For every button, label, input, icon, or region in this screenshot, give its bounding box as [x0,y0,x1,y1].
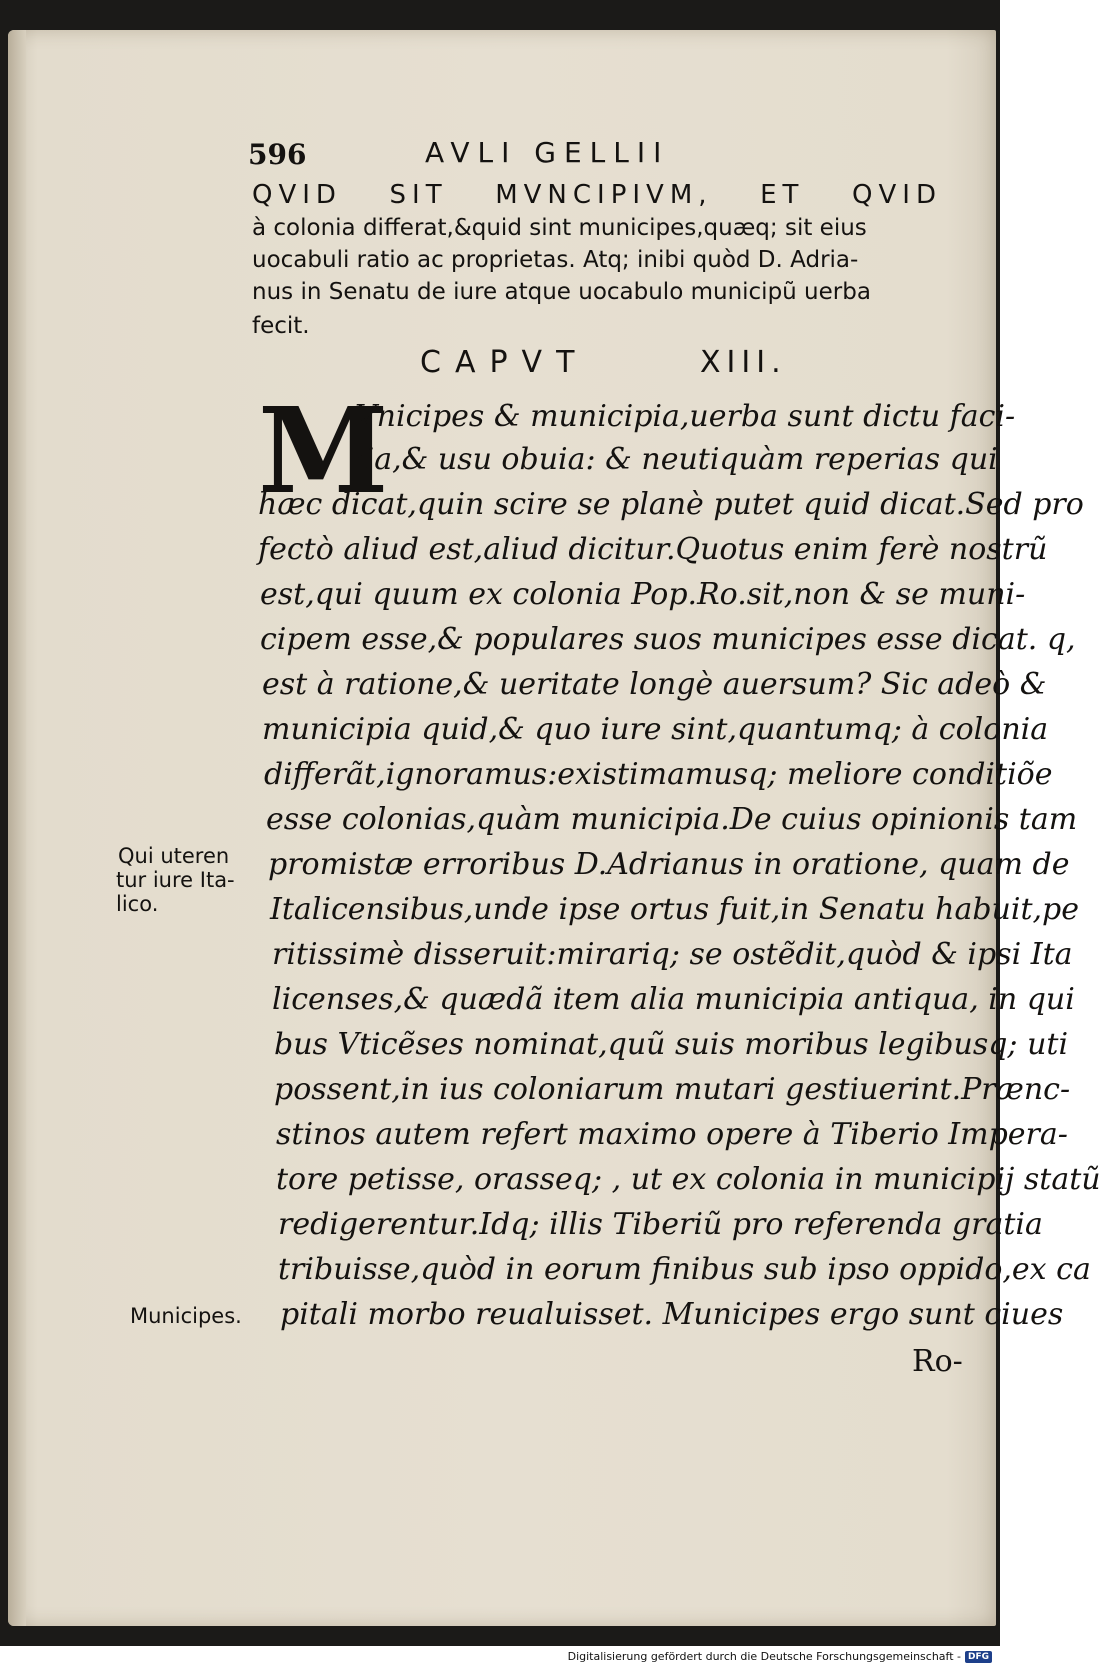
chapter-label: CAPVT [420,345,589,380]
dfg-credit [568,1650,992,1663]
body-line: differãt,ignoramus:existimamusq; meliore conditiõe [264,757,1053,792]
title-word: QVID [852,180,942,210]
body-line: est à ratione,& ueritate longè auersum? Sic adeò & [262,667,1047,702]
body-line: municipia quid,& quo iure sint,quantumq; à colonia [262,712,1049,747]
title-word: SIT [389,180,448,210]
body-line: esse colonias,quàm municipia.De cuius opinionis tam [266,802,1078,837]
page-edge [8,30,26,1626]
body-line: cipem esse,& populares suos municipes esse dicat. q, [260,622,1076,657]
margin-note-line: tur iure Ita- [116,868,235,892]
dfg-logo-icon: DFG [965,1651,992,1663]
body-line: possent,in ius coloniarum mutari gestiuerint.Prænc- [274,1072,1071,1107]
drop-cap: M [258,381,389,520]
body-line: Vnicipes & municipia,uerba sunt dictu faci- [355,399,1016,434]
body-line: licenses,& quædã item alia municipia antiqua, in qui [272,982,1075,1017]
chapter-title-line: nus in Senatu de iure atque uocabulo municipũ uerba [252,279,871,305]
body-line: stinos autem refert maximo opere à Tiberio Impera- [276,1117,1068,1152]
page-number: 596 [248,138,307,171]
body-line: tore petisse, orasseq; , ut ex colonia in municipij statũ [276,1162,1101,1197]
body-line: redigerentur.Idq; illis Tiberiũ pro referenda gratia [278,1207,1043,1242]
body-line: lia,& usu obuia: & neutiquàm reperias qui [355,442,998,477]
body-line: est,qui quum ex colonia Pop.Ro.sit,non & se muni- [260,577,1026,612]
body-line: Italicensibus,unde ipse ortus fuit,in Senatu habuit,pe [270,892,1080,927]
body-line: hæc dicat,quin scire se planè putet quid dicat.Sed pro [258,487,1084,522]
title-word: MVNCIPIVM, [495,180,713,210]
margin-note-line: lico. [116,892,159,916]
body-line: pitali morbo reualuisset. Municipes ergo sunt ciues [280,1297,1064,1332]
margin-note-line: Qui uteren [118,844,230,868]
body-line: ritissimè disseruit:mirariq; se ostẽdit,quòd & ipsi Ita [272,937,1073,972]
chapter-title-line-1 [252,180,942,210]
catchword: Ro- [912,1344,963,1379]
body-line: promistæ erroribus D.Adrianus in oratione, quam de [268,847,1070,882]
chapter-title-line: à colonia differat,&quid sint municipes,quæq; sit eius [252,215,867,241]
running-head: AVLI GELLII [425,136,670,169]
body-line: bus Vticẽses nominat,quũ suis moribus legibusq; uti [274,1027,1069,1062]
chapter-title-line: fecit. [252,313,310,339]
title-word: ET [760,180,805,210]
margin-note-municipes: Municipes. [130,1304,242,1328]
chapter-number: XIII. [700,345,787,380]
title-word: QVID [252,180,342,210]
body-line: fectò aliud est,aliud dicitur.Quotus enim ferè nostrũ [258,532,1048,567]
credit-text: Digitalisierung gefördert durch die Deutsche Forschungsgemeinschaft - [567,1650,961,1663]
body-line: tribuisse,quòd in eorum finibus sub ipso oppido,ex ca [278,1252,1091,1287]
chapter-title-line: uocabuli ratio ac proprietas. Atq; inibi quòd D. Adria- [252,247,859,273]
